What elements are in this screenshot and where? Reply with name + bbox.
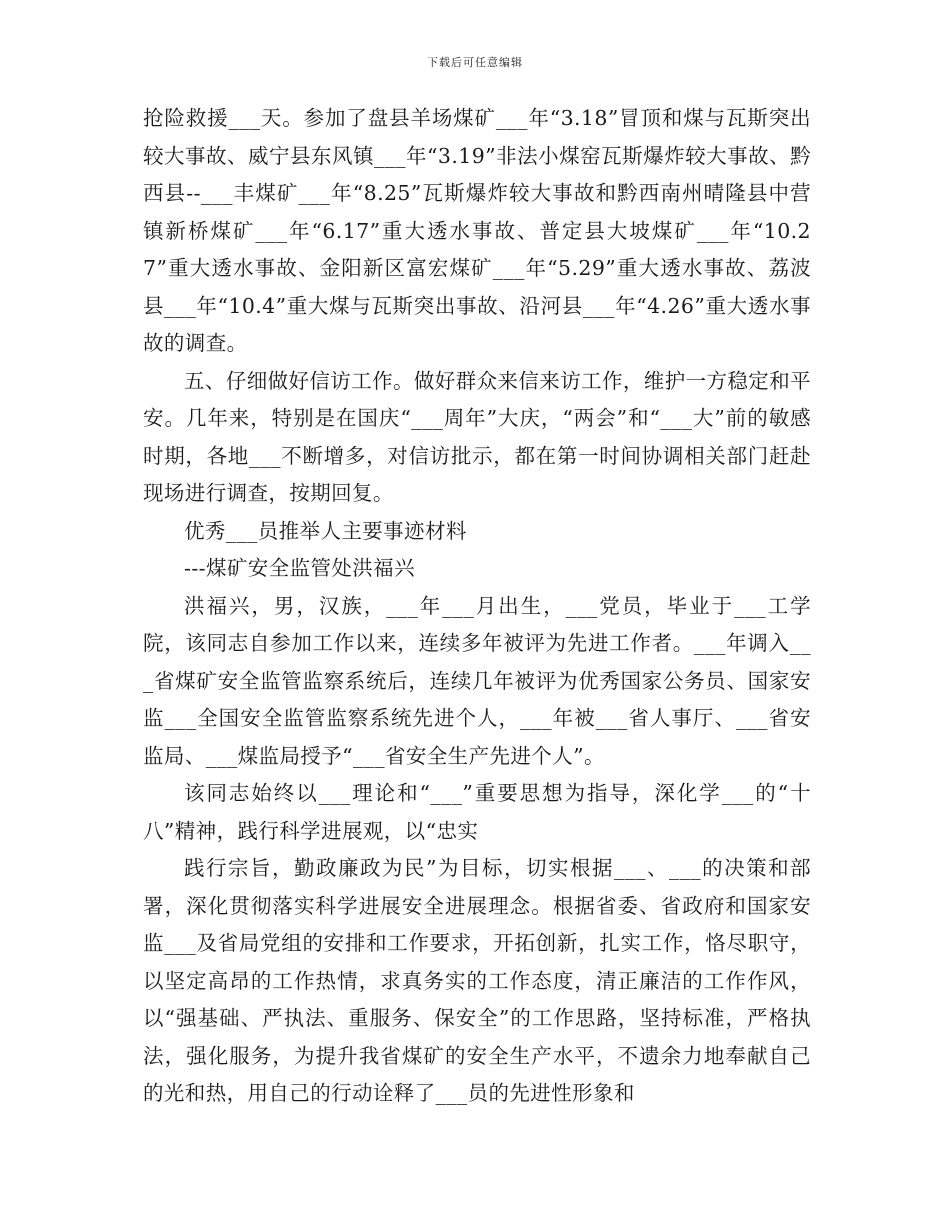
section-subtitle: ---煤矿安全监管处洪福兴 bbox=[184, 556, 415, 580]
paragraph-petition-work: 五、仔细做好信访工作。做好群众来信来访工作，维护一方稳定和平安。几年来，特别是在国庆“___周年”大庆，“两会”和“___大”前的敏感时期，各地___不断增多，对信访批示，都在第一时间协调相关部门赶赴现场进行调查，按期回复。 bbox=[143, 368, 811, 505]
paragraph-guiding-thought: 该同志始终以___理论和“___”重要思想为指导，深化学___的“十八”精神，践行科学进展观，以“忠实 bbox=[143, 781, 811, 843]
document-body bbox=[143, 100, 811, 1113]
paragraph-biography: 洪福兴，男，汉族，___年___月出生，___党员，毕业于___工学院，该同志自参加工作以来，连续多年被评为先进工作者。___年调入___省煤矿安全监管监察系统后，连续几年被评为优秀国家公务员、国家安监___全国安全监管监察系统先进个人，___年被___省人事厅、___省安监局、___煤监局授予“___省安全生产先进个人”。 bbox=[143, 593, 811, 768]
paragraph-work-performance: 践行宗旨，勤政廉政为民”为目标，切实根据___、___的决策和部署，深化贯彻落实科学进展安全进展理念。根据省委、省政府和国家安监___及省局党组的安排和工作要求，开拓创新，扎实工作，恪尽职守，以坚定高昂的工作热情，求真务实的工作态度，清正廉洁的工作作风，以“强基础、严执法、重服务、保安全”的工作思路，坚持标准，严格执法，强化服务，为提升我省煤矿的安全生产水平，不遗余力地奉献自己的光和热，用自己的行动诠释了___员的先进性形象和 bbox=[143, 856, 811, 1105]
paragraph-rescue-investigations: 抢险救援___天。参加了盘县羊场煤矿___年“3.18”冒顶和煤与瓦斯突出较大事故、威宁县东风镇___年“3.19”非法小煤窑瓦斯爆炸较大事故、黔西县--___丰煤矿___年“8.25”瓦斯爆炸较大事故和黔西南州晴隆县中营镇新桥煤矿___年“6.17”重大透水事故、普定县大坡煤矿___年“10.27”重大透水事故、金阳新区富宏煤矿___年“5.29”重大透水事故、荔波县___年“10.4”重大煤与瓦斯突出事故、沿河县___年“4.26”重大透水事故的调查。 bbox=[143, 106, 811, 355]
section-title: 优秀___员推举人主要事迹材料 bbox=[184, 518, 467, 543]
page-header: 下载后可任意编辑 bbox=[427, 56, 523, 69]
